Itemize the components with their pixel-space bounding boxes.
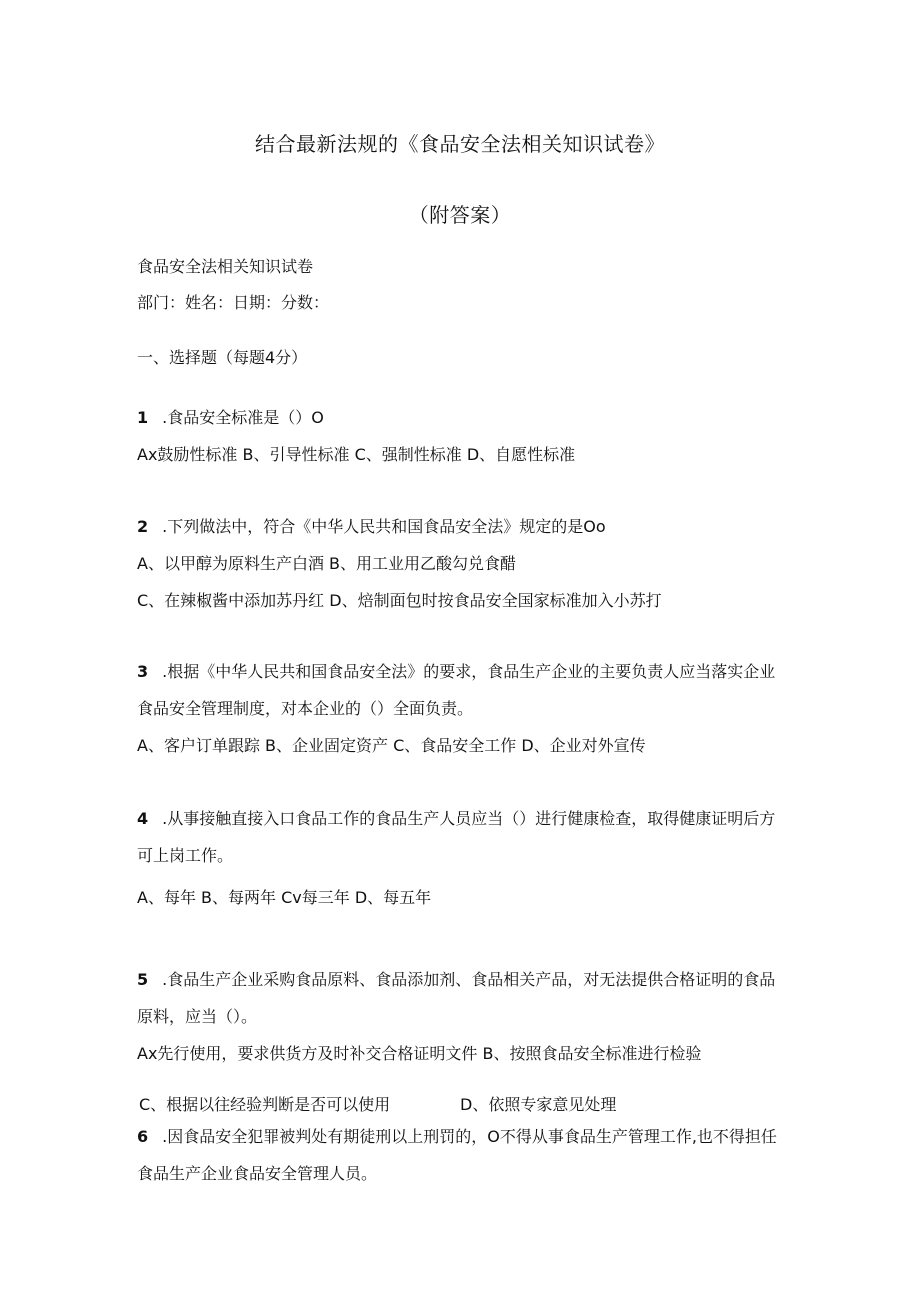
question-2 [137,517,606,537]
question-text: .因食品安全犯罪被判处有期徒刑以上刑罚的，O不得从事食品生产管理工作,也不得担任食品生产企业食品安全管理人员。 [137,1127,777,1183]
question-text: .食品安全标准是（）O [162,408,324,427]
question-1-options: Ax鼓励性标准 B、引导性标准 C、强制性标准 D、自愿性标准 [137,445,576,464]
question-4 [137,800,782,874]
document-title: 结合最新法规的《食品安全法相关知识试卷》 [255,132,665,156]
question-3 [137,653,782,727]
question-text: .食品生产企业采购食品原料、食品添加剂、食品相关产品，对无法提供合格证明的食品原料，应当（）。 [137,970,776,1026]
question-4-options: A、每年 B、每两年 Cv每三年 D、每五年 [137,888,432,907]
question-5-option-c: C、根据以往经验判断是否可以使用 [139,1095,391,1114]
question-number: 5 [137,970,149,989]
question-5 [137,961,782,1035]
question-5-options-a: Ax先行使用，要求供货方及时补交合格证明文件 B、按照食品安全标准进行检验 [137,1044,702,1063]
question-3-options: A、客户订单跟踪 B、企业固定资产 C、食品安全工作 D、企业对外宣传 [137,736,646,755]
question-text: .从事接触直接入口食品工作的食品生产人员应当（）进行健康检查，取得健康证明后方可上岗工作。 [137,809,776,865]
document-subtitle: （附答案） [408,203,512,227]
question-6 [137,1118,782,1192]
question-number: 6 [137,1127,149,1146]
paper-header: 食品安全法相关知识试卷 [137,257,314,276]
question-text: .下列做法中，符合《中华人民共和国食品安全法》规定的是Oo [162,517,606,536]
question-number: 1 [137,408,149,427]
question-number: 2 [137,517,149,536]
info-line: 部门：姓名：日期：分数： [137,293,330,312]
question-text: .根据《中华人民共和国食品安全法》的要求，食品生产企业的主要负责人应当落实企业食品安全管理制度，对本企业的（）全面负责。 [137,662,776,718]
question-5-option-d: D、依照专家意见处理 [460,1095,617,1114]
section-heading: 一、选择题（每题4分） [137,348,308,367]
question-1 [137,408,324,428]
question-number: 4 [137,809,149,828]
question-number: 3 [137,662,149,681]
question-2-options-b: C、在辣椒酱中添加苏丹红 D、焙制面包时按食品安全国家标准加入小苏打 [137,591,662,610]
question-2-options-a: A、以甲醇为原料生产白酒 B、用工业用乙酸勾兑食醋 [137,554,517,573]
